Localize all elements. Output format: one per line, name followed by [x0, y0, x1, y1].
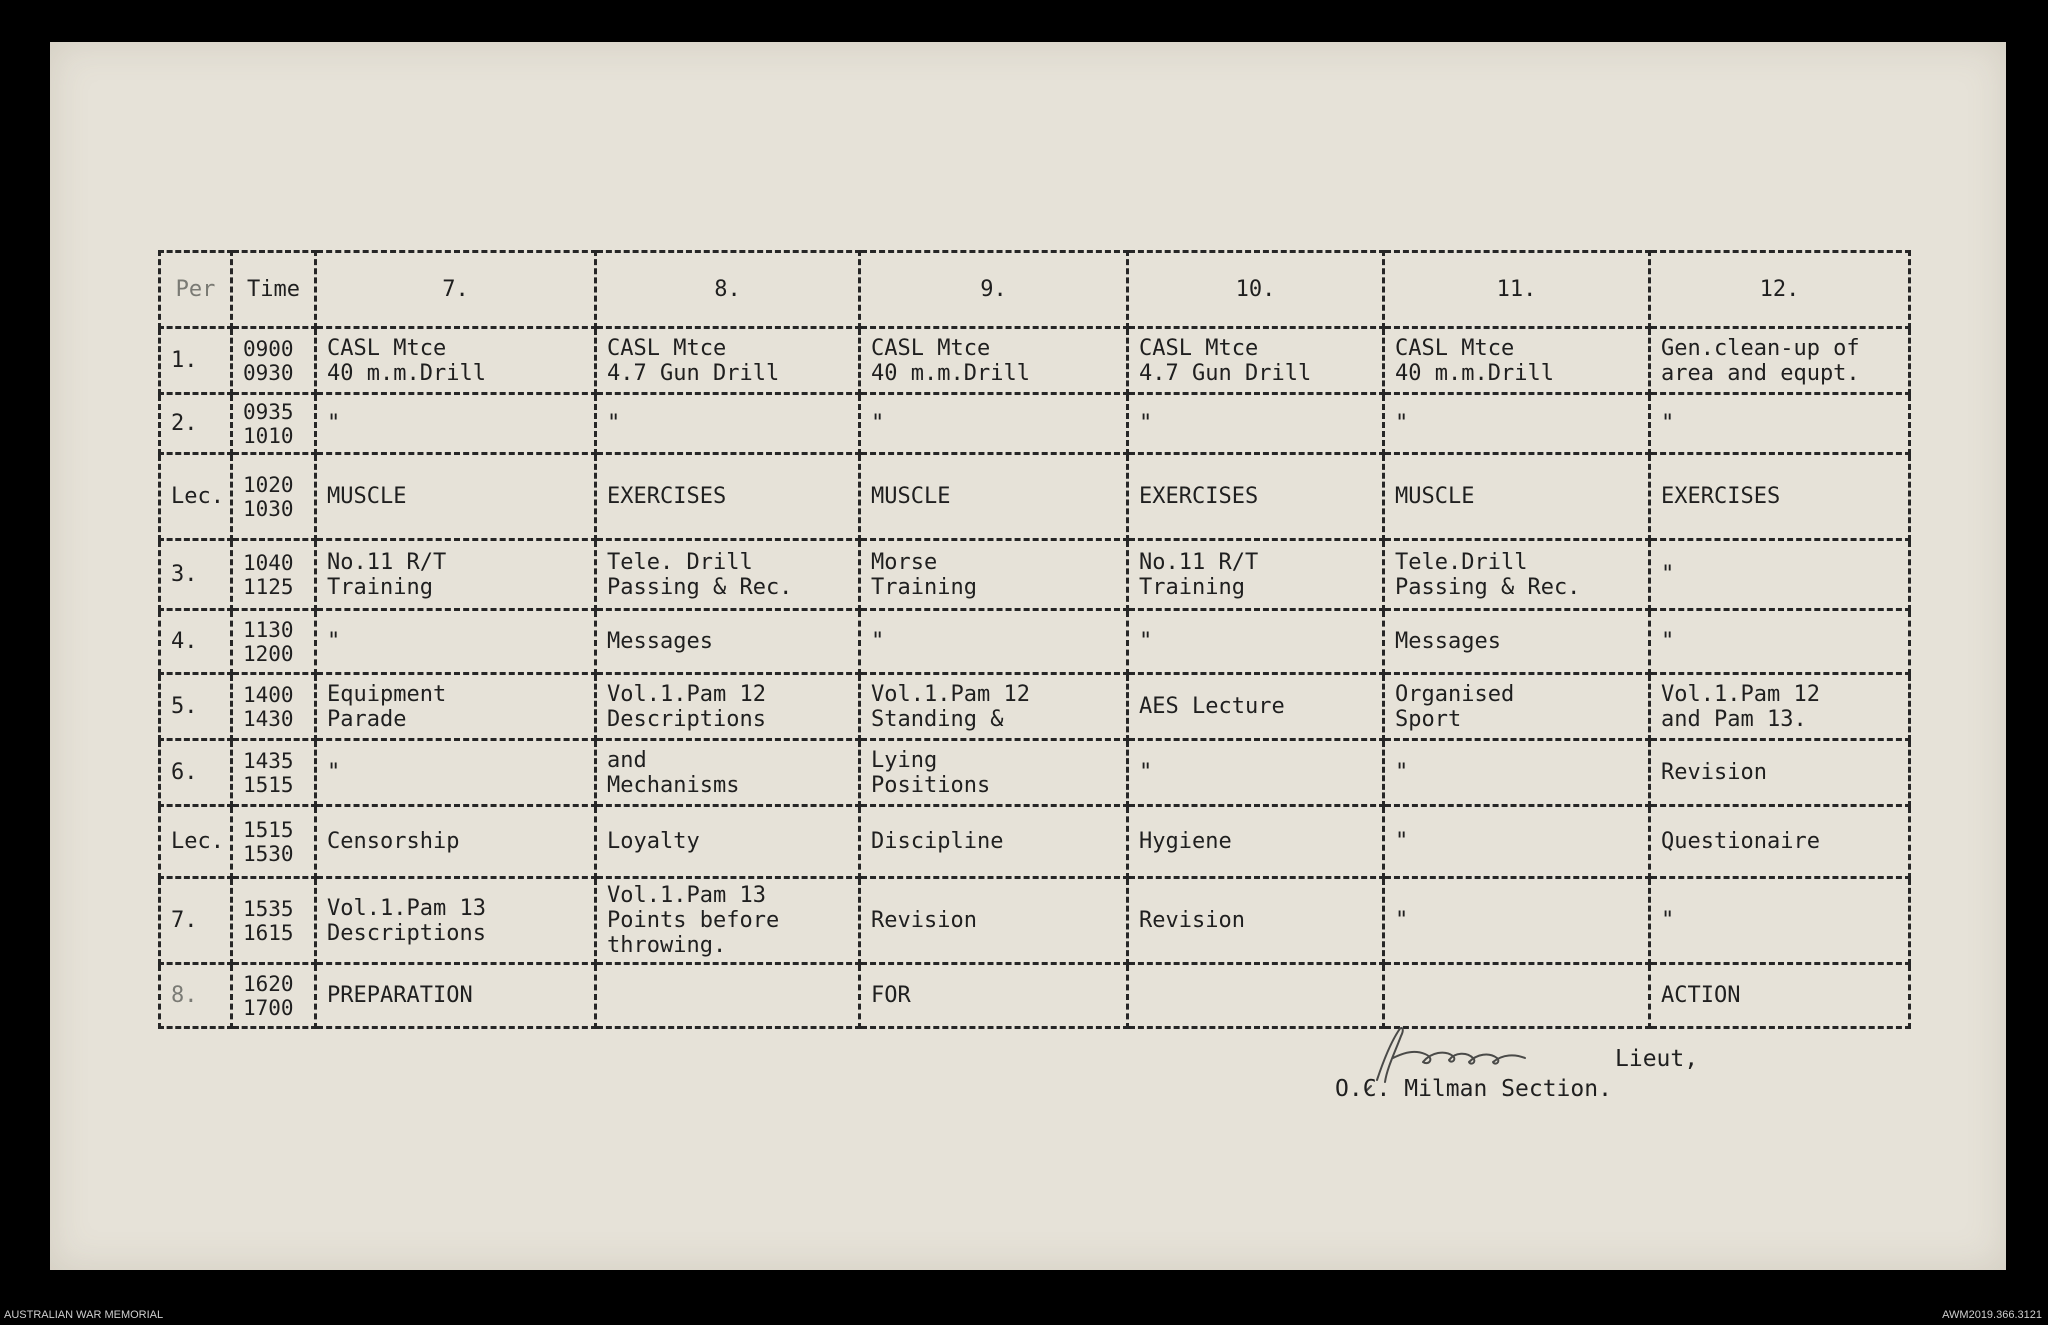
activity-cell: Equipment Parade — [316, 674, 596, 740]
time-cell: 1515 1530 — [232, 806, 316, 878]
time-cell: 1435 1515 — [232, 740, 316, 806]
time-cell: 1040 1125 — [232, 540, 316, 610]
activity-cell: Tele.Drill Passing & Rec. — [1384, 540, 1650, 610]
table-row — [160, 878, 1910, 964]
header-time: Time — [232, 252, 316, 328]
time-cell: 1020 1030 — [232, 454, 316, 540]
activity-cell: Vol.1.Pam 12 Descriptions — [596, 674, 860, 740]
table-row — [160, 806, 1910, 878]
activity-cell: Morse Training — [860, 540, 1128, 610]
table-row — [160, 674, 1910, 740]
table-row — [160, 394, 1910, 454]
activity-cell: No.11 R/T Training — [316, 540, 596, 610]
activity-cell: FOR — [860, 964, 1128, 1028]
header-per: Per — [160, 252, 232, 328]
training-schedule — [158, 250, 1908, 1020]
ditto-mark: " — [1384, 878, 1650, 964]
ditto-mark: " — [1650, 394, 1910, 454]
activity-cell: PREPARATION — [316, 964, 596, 1028]
header-day: 9. — [860, 252, 1128, 328]
activity-cell: MUSCLE — [316, 454, 596, 540]
ditto-mark: " — [1384, 394, 1650, 454]
ditto-mark: " — [596, 394, 860, 454]
time-cell: 1130 1200 — [232, 610, 316, 674]
header-day: 8. — [596, 252, 860, 328]
table-row — [160, 740, 1910, 806]
header-day: 11. — [1384, 252, 1650, 328]
activity-cell: Loyalty — [596, 806, 860, 878]
ditto-mark: " — [1128, 740, 1384, 806]
activity-cell: CASL Mtce 40 m.m.Drill — [316, 328, 596, 394]
schedule-table — [158, 250, 1911, 1029]
activity-cell: ACTION — [1650, 964, 1910, 1028]
ditto-mark: " — [316, 740, 596, 806]
activity-cell: CASL Mtce 40 m.m.Drill — [860, 328, 1128, 394]
activity-cell: MUSCLE — [860, 454, 1128, 540]
activity-cell: Vol.1.Pam 13 Points before throwing. — [596, 878, 860, 964]
activity-cell: CASL Mtce 4.7 Gun Drill — [596, 328, 860, 394]
activity-cell: Revision — [1128, 878, 1384, 964]
activity-cell: Vol.1.Pam 12 and Pam 13. — [1650, 674, 1910, 740]
activity-cell — [1384, 964, 1650, 1028]
officer-unit: O.C. Milman Section. — [1335, 1076, 1612, 1102]
activity-cell: EXERCISES — [596, 454, 860, 540]
period-cell: 2. — [160, 394, 232, 454]
time-cell: 1400 1430 — [232, 674, 316, 740]
activity-cell: Hygiene — [1128, 806, 1384, 878]
period-cell: 5. — [160, 674, 232, 740]
period-cell: Lec. — [160, 454, 232, 540]
activity-cell: and Mechanisms — [596, 740, 860, 806]
activity-cell: Revision — [1650, 740, 1910, 806]
table-row — [160, 454, 1910, 540]
activity-cell: EXERCISES — [1128, 454, 1384, 540]
table-row — [160, 328, 1910, 394]
activity-cell: No.11 R/T Training — [1128, 540, 1384, 610]
header-row — [160, 252, 1910, 328]
ditto-mark: " — [316, 610, 596, 674]
ditto-mark: " — [1128, 610, 1384, 674]
activity-cell: AES Lecture — [1128, 674, 1384, 740]
activity-cell: Discipline — [860, 806, 1128, 878]
activity-cell: Organised Sport — [1384, 674, 1650, 740]
activity-cell: Vol.1.Pam 13 Descriptions — [316, 878, 596, 964]
activity-cell: Censorship — [316, 806, 596, 878]
ditto-mark: " — [1650, 540, 1910, 610]
activity-cell — [596, 964, 860, 1028]
period-cell: 6. — [160, 740, 232, 806]
table-row — [160, 964, 1910, 1028]
period-cell: 8. — [160, 964, 232, 1028]
header-day: 7. — [316, 252, 596, 328]
activity-cell: Messages — [596, 610, 860, 674]
header-day: 12. — [1650, 252, 1910, 328]
ditto-mark: " — [1650, 610, 1910, 674]
activity-cell: Vol.1.Pam 12 Standing & — [860, 674, 1128, 740]
period-cell: Lec. — [160, 806, 232, 878]
time-cell: 1535 1615 — [232, 878, 316, 964]
activity-cell: Lying Positions — [860, 740, 1128, 806]
activity-cell: Revision — [860, 878, 1128, 964]
time-cell: 1620 1700 — [232, 964, 316, 1028]
activity-cell: Gen.clean-up of area and equpt. — [1650, 328, 1910, 394]
activity-cell: Messages — [1384, 610, 1650, 674]
time-cell: 0935 1010 — [232, 394, 316, 454]
ditto-mark: " — [316, 394, 596, 454]
period-cell: 4. — [160, 610, 232, 674]
table-row — [160, 610, 1910, 674]
ditto-mark: " — [1650, 878, 1910, 964]
activity-cell: CASL Mtce 40 m.m.Drill — [1384, 328, 1650, 394]
activity-cell — [1128, 964, 1384, 1028]
archive-reference: AWM2019.366.3121 — [1942, 1309, 2042, 1321]
ditto-mark: " — [1384, 740, 1650, 806]
time-cell: 0900 0930 — [232, 328, 316, 394]
activity-cell: Tele. Drill Passing & Rec. — [596, 540, 860, 610]
activity-cell: CASL Mtce 4.7 Gun Drill — [1128, 328, 1384, 394]
ditto-mark: " — [1128, 394, 1384, 454]
activity-cell: EXERCISES — [1650, 454, 1910, 540]
table-row — [160, 540, 1910, 610]
ditto-mark: " — [860, 394, 1128, 454]
period-cell: 1. — [160, 328, 232, 394]
archive-credit: AUSTRALIAN WAR MEMORIAL — [4, 1309, 164, 1321]
header-day: 10. — [1128, 252, 1384, 328]
officer-rank: Lieut, — [1615, 1046, 1699, 1072]
period-cell: 7. — [160, 878, 232, 964]
activity-cell: Questionaire — [1650, 806, 1910, 878]
activity-cell: MUSCLE — [1384, 454, 1650, 540]
ditto-mark: " — [860, 610, 1128, 674]
ditto-mark: " — [1384, 806, 1650, 878]
period-cell: 3. — [160, 540, 232, 610]
